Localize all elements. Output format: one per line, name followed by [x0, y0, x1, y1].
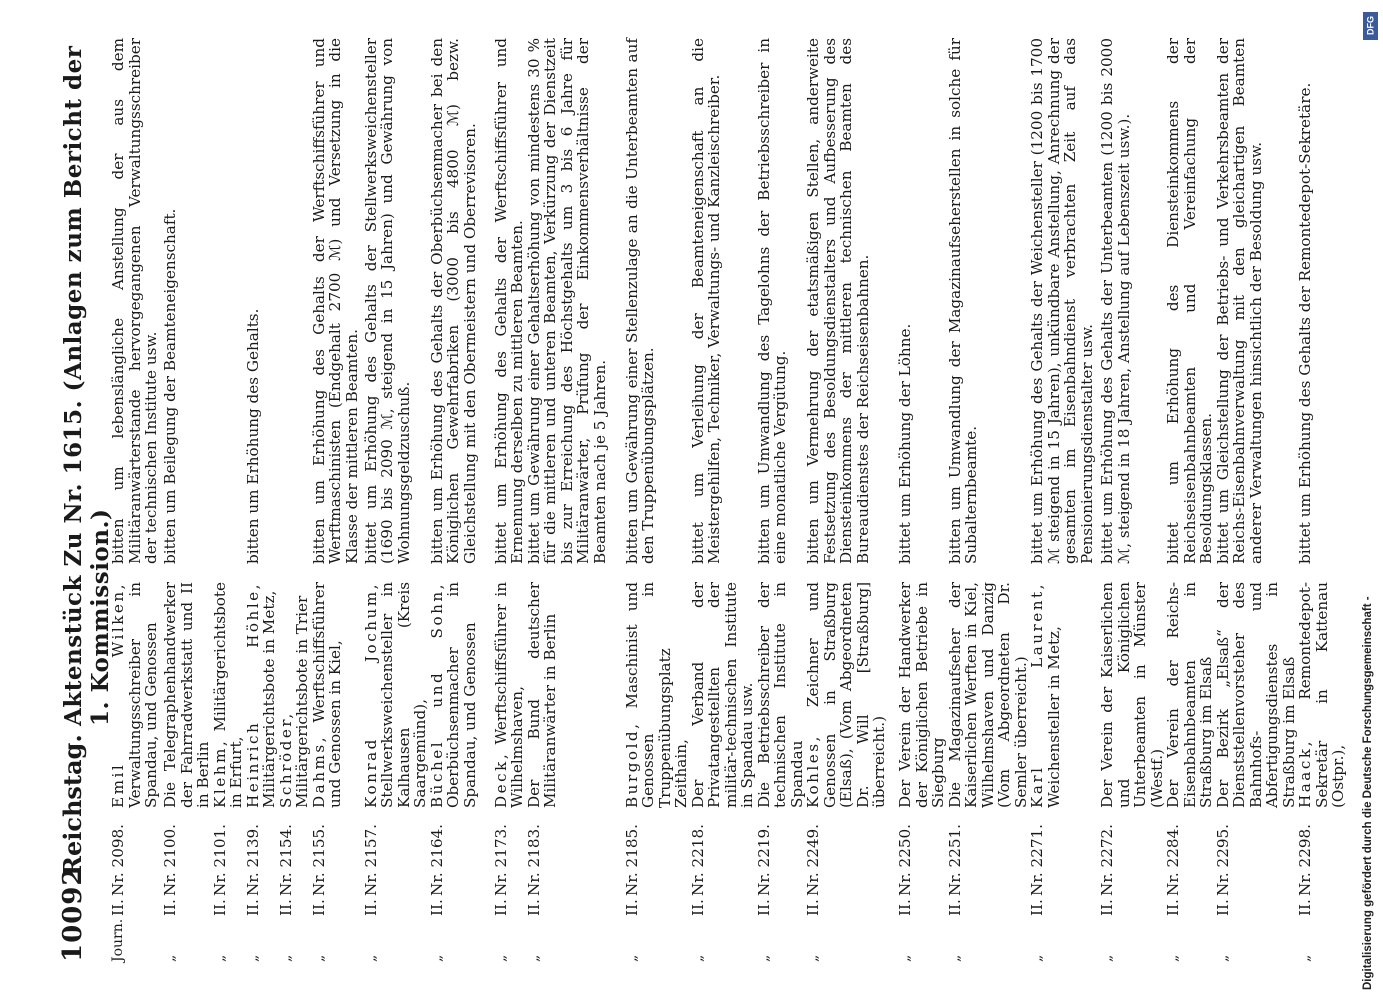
roman-numeral: II.	[622, 899, 641, 916]
petition-entry	[110, 32, 162, 962]
roman-numeral: II.	[688, 899, 707, 916]
petitioner-name: Schröder,	[276, 711, 295, 808]
petition-number: Nr. 2218.	[688, 823, 707, 896]
request-text: bittet um Gleichstellung der Betriebs- und Verkehrsbeamten der Reichs-Eisenbahnverwaltung mit den gleichartigen Beamten anderer Verwaltungen hinsichtlich der Besoldung usw.	[1213, 38, 1265, 564]
roman-numeral: II.	[427, 899, 446, 916]
petitioner-cell	[897, 564, 947, 808]
petition-entry	[624, 32, 690, 962]
digitization-note: Digitalisierung gefördert durch die Deutsche Forschungsgemeinschaft -	[1362, 596, 1374, 990]
dfg-logo: DFG	[1363, 12, 1378, 40]
journal-mark: „	[1297, 954, 1313, 962]
petitioner-text: Die Magazinaufseher der Kaiserlichen Werften in Kiel, Wilhelmshaven und Danzig (Vom Abgeordneten Dr. Semler überreicht.)	[945, 582, 1030, 808]
petitioner-cell	[1215, 564, 1298, 808]
document-page	[58, 32, 1358, 962]
petition-number: Nr. 2164.	[427, 823, 446, 896]
petition-number: Nr. 2251.	[945, 823, 964, 896]
petitioner-name: Kohles,	[804, 734, 822, 808]
petition-number: Nr. 2154.	[276, 823, 295, 896]
petitioner-cell	[493, 564, 526, 808]
roman-numeral: II.	[754, 899, 773, 916]
petitioner-cell	[690, 564, 756, 808]
petition-entry	[363, 32, 429, 962]
petition-number: Nr. 2100.	[161, 823, 179, 896]
petitioner-cell	[805, 564, 888, 808]
roman-numeral: II.	[896, 899, 914, 916]
petition-number: Nr. 2284.	[1164, 823, 1182, 896]
request-text: bittet um Erhöhung des Gehalts der Werftschiffsführer und Ernennung derselben zu mittleren Beamten.	[491, 38, 526, 564]
roman-numeral: II.	[804, 899, 822, 916]
petition-number: Nr. 2173.	[491, 823, 510, 896]
roman-numeral: II.	[276, 899, 295, 916]
petition-entry	[947, 32, 1030, 962]
petitioner-cell	[624, 564, 690, 808]
petitioner-cell	[1029, 564, 1062, 808]
journal-mark: „	[755, 954, 772, 962]
petition-number: Nr. 2155.	[309, 823, 328, 896]
petitioner-name: Klehm,	[210, 738, 229, 808]
journal-mark: „	[623, 954, 640, 962]
petitioner-cell	[1099, 564, 1165, 808]
roman-numeral: II.	[109, 899, 127, 916]
petition-number: Nr. 2157.	[361, 823, 380, 896]
petitioner-cell	[756, 564, 806, 808]
petitioner-cell	[278, 564, 311, 808]
petition-number: Nr. 2298.	[1296, 823, 1314, 896]
request-text: bitten um Umwandlung des Tagelohns der Betriebsschreiber in eine monatliche Vergütung.	[754, 38, 789, 564]
petitioner-cell	[110, 564, 160, 808]
petitioner-text: Der Bund deutscher Militäranwärter in Berlin	[524, 582, 559, 808]
journal-mark: „	[1029, 954, 1045, 962]
page-title: Aktenstück Zu Nr. 1615. (Anlagen zum Bericht der 1. Kommission.)	[60, 45, 114, 726]
petitioner-text: Militärgerichtsbote in Trier	[293, 595, 311, 808]
request-text: bittet um Erhöhung des Gehalts der Unterbeamten (1200 bis 2000 ℳ, steigend in 18 Jahren, Anstellung auf Lebenszeit usw.).	[1098, 38, 1133, 564]
page-number: 10092	[58, 866, 88, 962]
request-text: bitten um Erhöhung des Gehalts der Werftschiffsführer und Werftmaschinisten (Endgehalt 2700 ℳ) und Versetzung in die Klasse der mittleren Beamten.	[309, 38, 361, 564]
request-text: bitten um Gewährung einer Stellenzulage an die Unterbeamten auf den Truppenübungsplätzen.	[622, 38, 657, 564]
journal-mark: „	[946, 954, 963, 962]
petitioner-name: Haack,	[1296, 739, 1314, 808]
petitioner-name: Konrad Jochum,	[361, 582, 380, 808]
journal-mark: „	[211, 954, 228, 962]
request-text: bittet um Erhöhung der Löhne.	[896, 323, 914, 564]
petitioner-text: Werftschiffsführer und Genossen in Kiel,	[309, 582, 344, 808]
petitioner-cell	[1165, 564, 1215, 808]
journal-mark: „	[492, 954, 509, 962]
petition-entry	[897, 32, 947, 962]
petitioner-name: Deck,	[491, 751, 510, 808]
roman-numeral: II.	[491, 899, 510, 916]
journal-mark: Journ.	[110, 918, 126, 962]
request-text: bitten um lebenslängliche Anstellung der aus dem Militäranwärterstande hervorgegangenen Verwaltungsschreiber der technischen Institute usw.	[109, 38, 160, 564]
petitioner-cell	[245, 564, 278, 808]
petition-entry	[212, 32, 245, 962]
petition-entry	[162, 32, 212, 962]
petition-number: Nr. 2183.	[524, 823, 543, 896]
petitioner-text: Der Verein der Reichs-Eisenbahnbeamten in Straßburg im Elsaß	[1164, 582, 1215, 808]
petition-number: Nr. 2271.	[1028, 823, 1046, 896]
request-text: bittet um Erhöhung des Gehalts der Stellwerksweichensteller (1690 bis 2090 ℳ, steigend in 15 Jahren) und Gewährung von Wohnungsgeldzuschuß.	[361, 38, 413, 564]
roman-numeral: II.	[1098, 899, 1116, 916]
journal-mark: „	[277, 954, 294, 962]
petitioner-name: Karl Laurent,	[1028, 582, 1046, 808]
journal-mark: „	[428, 954, 445, 962]
request-text: bittet um Verleihung der Beamteneigenschaft an die Meistergehilfen, Techniker, Verwaltungs- und Kanzleischreiber.	[688, 38, 723, 564]
roman-numeral: II.	[1164, 899, 1182, 916]
petition-entry	[805, 32, 897, 962]
petition-entry	[1099, 32, 1165, 962]
petitioner-text: Zeichner und Genossen in Straßburg (Elsaß), (Vom Abgeordneten Dr. Will [Straßburg] überreicht.)	[804, 582, 888, 808]
journal-mark: „	[244, 954, 261, 962]
petition-number: Nr. 2219.	[754, 823, 773, 896]
journal-mark: „	[362, 954, 379, 962]
petitioner-text: Werftschiffsführer in Wilhelmshaven,	[491, 582, 526, 808]
petitioner-name: Emil Wilken,	[109, 582, 127, 808]
petition-entry	[526, 32, 624, 962]
page-header	[58, 32, 114, 962]
petitioner-text: Militärgerichtsbote in Erfurt,	[210, 582, 245, 808]
request-text: bittet um Erhöhung des Gehalts der Weichensteller (1200 bis 1700 ℳ steigend in 15 Jahren), unkündbare Anstellung, Anrechnung der gesamten im Eisenbahndienst verbrachten Zeit auf das Pensionierungsdienstalter usw.	[1028, 38, 1096, 564]
petitioner-text: Militärgerichtsbote in Metz,	[260, 590, 278, 808]
roman-numeral: II.	[1028, 899, 1046, 916]
petitioner-text: Der Bezirk „Elsaß“ der Dienststellenvorsteher des Bahnhofs- und Abfertigungsdienstes in Straßburg im Elsaß	[1213, 582, 1298, 808]
journal-mark: „	[1099, 954, 1115, 962]
reichstag-label: Reichstag.	[58, 734, 87, 876]
petitioner-text: Verwaltungsschreiber in Spandau, und Genossen	[125, 582, 160, 808]
petitioner-cell	[363, 564, 429, 808]
roman-numeral: II.	[243, 899, 262, 916]
petitioner-text: Der Verband der Privatangestellten der militär-technischen Institute in Spandau usw.	[688, 582, 756, 808]
petitioner-cell	[311, 564, 344, 808]
journal-mark: „	[310, 954, 327, 962]
journal-mark: „	[162, 954, 178, 962]
journal-mark: „	[525, 954, 542, 962]
petition-number: Nr. 2185.	[622, 823, 641, 896]
petitioner-name: Burgold,	[622, 721, 641, 808]
roman-numeral: II.	[161, 899, 179, 916]
petition-entry	[1165, 32, 1215, 962]
petitioner-cell	[162, 564, 212, 808]
petitioner-text: Die Betriebsschreiber der technischen Institute in Spandau	[754, 582, 806, 808]
journal-mark: „	[805, 954, 821, 962]
petition-entry	[1215, 32, 1298, 962]
petitioner-text: Stellwerksweichensteller in Kalhausen (Kreis Saargemünd),	[378, 582, 429, 808]
roman-numeral: II.	[210, 899, 229, 916]
petition-number: Nr. 2249.	[804, 823, 822, 896]
petition-number: Nr. 2272.	[1098, 823, 1116, 896]
roman-numeral: II.	[1296, 899, 1314, 916]
petition-entry	[1297, 32, 1347, 962]
petitioner-cell	[212, 564, 245, 808]
petitioner-cell	[429, 564, 479, 808]
petitioner-text: Der Verein der Kaiserlichen und Königlichen Unterbeamten in Münster (Westf.)	[1098, 582, 1166, 808]
petitioner-text: Der Verein der Handwerker der Königlichen Betriebe in Siegburg	[896, 582, 947, 808]
request-text: bitten um Vermehrung der etatsmäßigen Stellen, anderweite Festsetzung des Besoldungsdienstalters und Aufbesserung des Diensteinkommens der mittleren technischen Beamten des Bureaudienstes der Reichseisenbahnen.	[804, 38, 872, 564]
petitioner-name: Heinrich Höhle,	[243, 582, 262, 808]
petition-entry	[493, 32, 526, 962]
petition-entry	[429, 32, 493, 962]
petitioner-text: Weichensteller in Metz,	[1044, 626, 1063, 808]
request-text: bitten um Erhöhung des Gehalts der Oberbüchsenmacher bei den Königlichen Gewehrfabriken (3000 bis 4800 ℳ) bezw. Gleichstellung mit den Obermeistern und Oberrevisoren.	[427, 38, 479, 564]
petition-list	[110, 32, 1347, 962]
roman-numeral: II.	[524, 899, 543, 916]
petition-number: Nr. 2295.	[1213, 823, 1232, 896]
petition-entry	[245, 32, 278, 962]
petition-entry	[278, 32, 311, 962]
roman-numeral: II.	[361, 899, 380, 916]
petitioner-cell	[947, 564, 1030, 808]
journal-mark: „	[1165, 954, 1181, 962]
petitioner-text: Remontedepot-Sekretär in Kattenau (Ostpr.),	[1296, 582, 1347, 808]
roman-numeral: II.	[309, 899, 328, 916]
roman-numeral: II.	[945, 899, 964, 916]
petitioner-cell	[526, 564, 559, 808]
request-text: bitten um Erhöhung des Gehalts.	[243, 308, 262, 564]
petition-number: Nr. 2098.	[109, 823, 127, 896]
request-text: bittet um Gewährung einer Gehaltserhöhung von mindestens 30 % für die mittleren und unteren Beamten, Verkürzung der Dienstzeit bis zur Erreichung des Höchstgehalts um 3 bis 6 Jahre für Militäranwärter, Prüfung der Einkommensverhältnisse der Beamten nach je 5 Jahren.	[524, 38, 609, 564]
petition-number: Nr. 2139.	[243, 823, 262, 896]
petition-entry	[311, 32, 363, 962]
petition-entry	[1029, 32, 1099, 962]
request-text: bitten um Beilegung der Beamteneigenschaft.	[161, 208, 179, 564]
journal-mark: „	[1214, 954, 1231, 962]
roman-numeral: II.	[1213, 899, 1232, 916]
request-text: bittet um Erhöhung des Diensteinkommens der Reichseisenbahnbeamten und Vereinfachung der Besoldungsklassen.	[1164, 38, 1215, 564]
petitioner-text: Oberbüchsenmacher in Spandau, und Genossen	[444, 582, 479, 808]
request-text: bittet um Erhöhung des Gehalts der Remontedepot-Sekretäre.	[1296, 82, 1314, 564]
petitioner-name: Dahms,	[309, 734, 328, 808]
petitioner-name: Büchel und Sohn,	[427, 582, 446, 808]
journal-mark: „	[897, 954, 913, 962]
petition-number: Nr. 2250.	[896, 823, 914, 896]
petition-number: Nr. 2101.	[210, 823, 229, 896]
petitioner-text: Die Telegraphenhandwerker der Fahrradwerkstatt und II in Berlin	[161, 582, 212, 808]
petitioner-cell	[1297, 564, 1347, 808]
petitioner-text: Maschinist und Genossen in Truppenübungsplatz Zeithain,	[622, 582, 690, 808]
request-text: bitten um Umwandlung der Magazinaufseherstellen in solche für Subalternbeamte.	[945, 38, 980, 564]
petition-entry	[690, 32, 756, 962]
petition-entry	[756, 32, 806, 962]
journal-mark: „	[689, 954, 706, 962]
